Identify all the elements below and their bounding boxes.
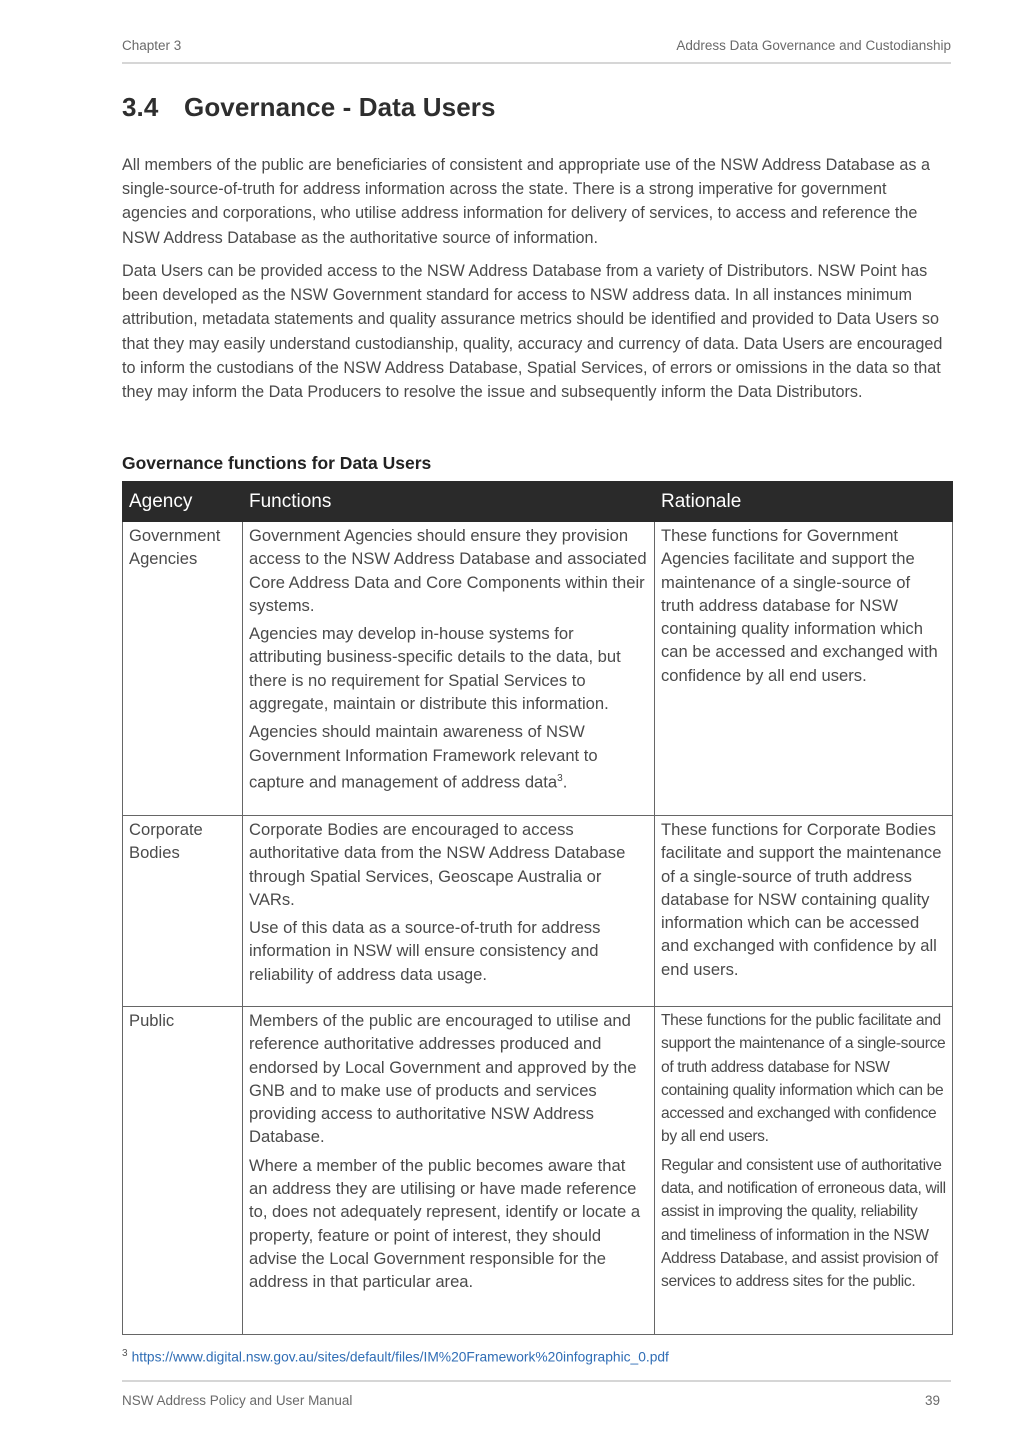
function-text: Corporate Bodies are encouraged to access authoritative data from the NSW Address Database through Spatial Services, Geoscape Australia or VARs. <box>249 820 626 909</box>
chapter-label: Chapter 3 <box>122 38 182 53</box>
access-paragraph: Data Users can be provided access to the NSW Address Database from a variety of Distributors. NSW Point has been developed as the NSW Government standard for access to NSW address data. In all instances minimum attribution, metadata statements and quality assurance metrics should be identified and provided to Data Users so that they may easily understand custodianship, quality, accuracy and currency of data. Data Users are encouraged to inform the custodians of the NSW Address Database, Spatial Services, of errors or omissions in the data so that they may inform the Data Producers to resolve the issue and subsequently inform the Data Distributors. <box>122 262 943 402</box>
agency-cell <box>123 522 243 816</box>
running-header <box>122 38 951 53</box>
function-text-with-footnote <box>249 720 648 793</box>
rationale-text: These functions for Corporate Bodies facilitate and support the maintenance of a single-source of truth address database for NSW containing quality information which can be accessed and exchanged with confidence by all end users. <box>661 820 942 979</box>
page-number: 39 <box>924 1393 940 1408</box>
section-heading <box>122 92 496 123</box>
rationale-cell <box>655 1007 953 1335</box>
footnote-link[interactable]: https://www.digital.nsw.gov.au/sites/default/files/IM%20Framework%20infographic_0.pdf <box>131 1349 669 1365</box>
header-agency: Agency <box>123 482 243 522</box>
governance-table <box>122 481 953 1335</box>
section-title: Governance - Data Users <box>184 92 496 122</box>
agency-name: Corporate Bodies <box>129 820 203 863</box>
table-title: Governance functions for Data Users <box>122 453 432 473</box>
header-rule <box>122 62 951 64</box>
functions-cell <box>243 1007 655 1335</box>
document-title: NSW Address Policy and User Manual <box>122 1393 353 1408</box>
footnote <box>122 1348 669 1365</box>
running-footer <box>122 1393 940 1408</box>
functions-cell <box>243 522 655 816</box>
sentence-end: . <box>562 772 568 792</box>
function-text: Use of this data as a source-of-truth for address information in NSW will ensure consistency and reliability of address data usage. <box>249 918 601 984</box>
table-row <box>123 816 953 1007</box>
header-functions: Functions <box>243 482 655 522</box>
header-rationale: Rationale <box>655 482 953 522</box>
rationale-text: Regular and consistent use of authoritative data, and notification of erroneous data, will assist in improving the quality, reliability and timeliness of information in the NSW Address Database, and assist provision of services to address sites for the public. <box>661 1156 946 1291</box>
function-text: Agencies should maintain awareness of NSW Government Information Framework relevant to capture and management of address data <box>249 722 598 792</box>
agency-cell <box>123 1007 243 1335</box>
rationale-text: These functions for the public facilitate and support the maintenance of a single-source of truth address database for NSW containing quality information which can be accessed and exchanged with confidence by all end users. <box>661 1012 946 1146</box>
function-text: Members of the public are encouraged to utilise and reference authoritative addresses produced and endorsed by Local Government and approved by the GNB and to make use of products and services providing access to authoritative NSW Address Database. <box>249 1011 637 1147</box>
footer-rule <box>122 1380 951 1382</box>
agency-name: Government Agencies <box>129 526 221 569</box>
chapter-title: Address Data Governance and Custodianship <box>676 38 951 53</box>
function-text: Where a member of the public becomes aware that an address they are utilising or have made reference to, does not adequately represent, identify or locate a property, feature or point of interest, they should advise the Local Government responsible for the address in that particular area. <box>249 1155 641 1292</box>
table-row <box>123 1007 953 1335</box>
function-text: Government Agencies should ensure they provision access to the NSW Address Database and associated Core Address Data and Core Components within their systems. <box>249 526 647 615</box>
table-row <box>123 522 953 816</box>
rationale-cell <box>655 816 953 1007</box>
table-header-row <box>123 482 953 522</box>
function-text: Agencies may develop in-house systems for attributing business-specific details to the data, but there is no requirement for Spatial Services to aggregate, maintain or distribute this information. <box>249 624 621 714</box>
footnote-mark: 3 <box>122 1348 128 1359</box>
functions-cell <box>243 816 655 1007</box>
agency-cell <box>123 816 243 1007</box>
agency-name: Public <box>129 1011 175 1030</box>
rationale-text: These functions for Government Agencies facilitate and support the maintenance of a single-source of truth address database for NSW containing quality information which can be accessed and exchanged with confidence by all end users. <box>661 526 938 685</box>
footnote-reference: 3 <box>557 772 563 784</box>
section-number: 3.4 <box>122 92 159 122</box>
rationale-cell <box>655 522 953 816</box>
intro-paragraph: All members of the public are beneficiaries of consistent and appropriate use of the NSW Address Database as a single-source-of-truth for address information across the state. There is a strong imperative for government agencies and corporations, who utilise address information for delivery of services, to access and reference the NSW Address Database as the authoritative source of information. <box>122 156 931 247</box>
